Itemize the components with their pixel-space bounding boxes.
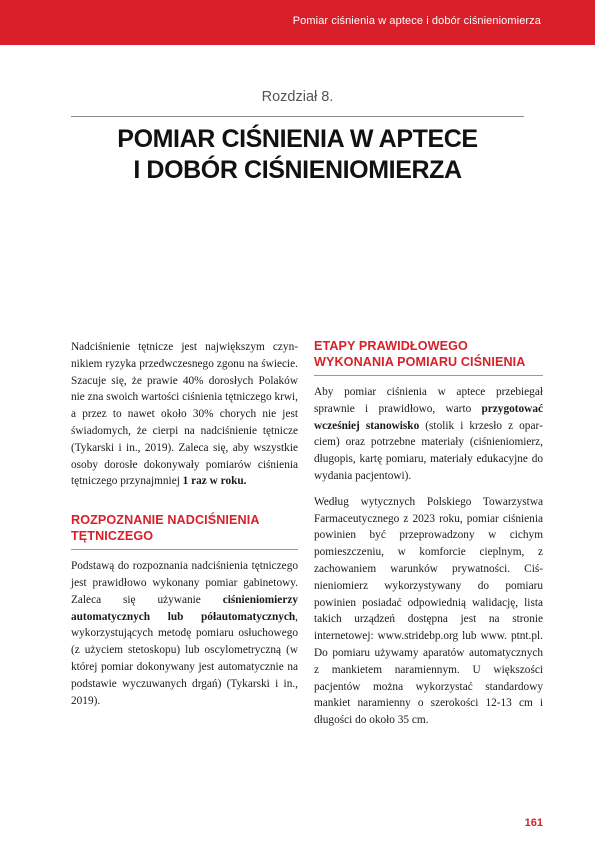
intro-paragraph [71, 339, 298, 490]
section-heading-diagnosis: ROZPOZNANIE NADCIŚNIENIA TĘTNICZEGO [71, 513, 260, 543]
title-divider [71, 116, 524, 117]
running-title: Pomiar ciśnienia w aptece i dobór ciśnieniomierza [292, 15, 541, 27]
header-bar [0, 0, 595, 45]
section-heading-steps: ETAPY PRAWIDŁOWEGO WYKONANIA POMIARU CIŚNIENIA [314, 339, 526, 369]
page-number: 161 [524, 817, 543, 829]
intro-text: Nadciśnienie tętnicze jest największym czynnikiem ryzyka przedwczesnego zgonu na świecie. Szacuje się, że prawie 40% dorosłych Polaków nie zna swoich wartości ciśnienia tętniczego krwi, a przez to nawet około 30% chorych nie jest świadomych, że cierpi na nadciśnienie tętnicze (Tykarski i in., 2019). Zaleca się, aby wszystkie osoby dorosłe dokonywały pomiarów ciśnienia tętniczego przynajmniej [71, 341, 298, 488]
steps-paragraph-2: Według wytycznych Polskiego Towarzystwa Farmaceutycznego z 2023 roku, pomiar ciśnienia powinien być przeprowadzony w cichym pomieszczeniu, w komforcie cieplnym, z zachowaniem warunków prywatności. Ciśnieniomierz wykorzystywany do pomiaru powinien posiadać odpowiednią walidację, lista takich urządzeń dostępna jest na stronie internetowej: www.stridebp.org lub www. ptnt.pl. Do pomiaru używamy aparatów automatycznych z mankietem naramiennym. U większości pacjentów można wykorzystać standardowy mankiet naramienny o szerokości 12-13 cm i długości do około 35 cm. [314, 495, 543, 727]
diagnosis-text-2: , wykorzystujących metodę pomiaru osłuchowego (z użyciem stetoskopu) lub oscylometryczną (w której pomiar dokonywany jest automatycznie na podstawie wyczuwanych drgań) (Tykarski i in., 2019). [71, 610, 298, 707]
section-divider [314, 375, 543, 376]
diagnosis-emphasis: ciśnieniomierzy automatycznych lub półautomatycznych [71, 593, 298, 623]
steps-paragraph-1 [314, 384, 543, 485]
diagnosis-paragraph [71, 558, 298, 709]
chapter-title-line-1: POMIAR CIŚNIENIA W APTECE [117, 125, 478, 153]
section-divider [71, 549, 298, 550]
intro-emphasis: 1 raz w roku. [182, 475, 247, 488]
steps-text-1: Aby pomiar ciśnienia w aptece przebiegał sprawnie i prawidłowo, warto [314, 386, 543, 415]
right-column [314, 339, 543, 729]
chapter-label: Rozdział 8. [261, 89, 334, 105]
left-column [71, 339, 298, 709]
steps-emphasis: przygotować wcześniej stanowisko [314, 402, 543, 432]
steps-text-2: (stolik i krzesło z oparciem) oraz potrzebne materiały (ciśnieniomierz, długopis, kartę pomiaru, materiały edukacyjne do wydania pacjentowi). [314, 419, 543, 482]
chapter-title [0, 124, 595, 186]
diagnosis-text-1: Podstawą do rozpoznania nadciśnienia tętniczego jest prawidłowo wykonany pomiar gabinetowy. Zaleca się używanie [71, 560, 298, 606]
chapter-title-line-2: I DOBÓR CIŚNIENIOMIERZA [133, 156, 462, 184]
